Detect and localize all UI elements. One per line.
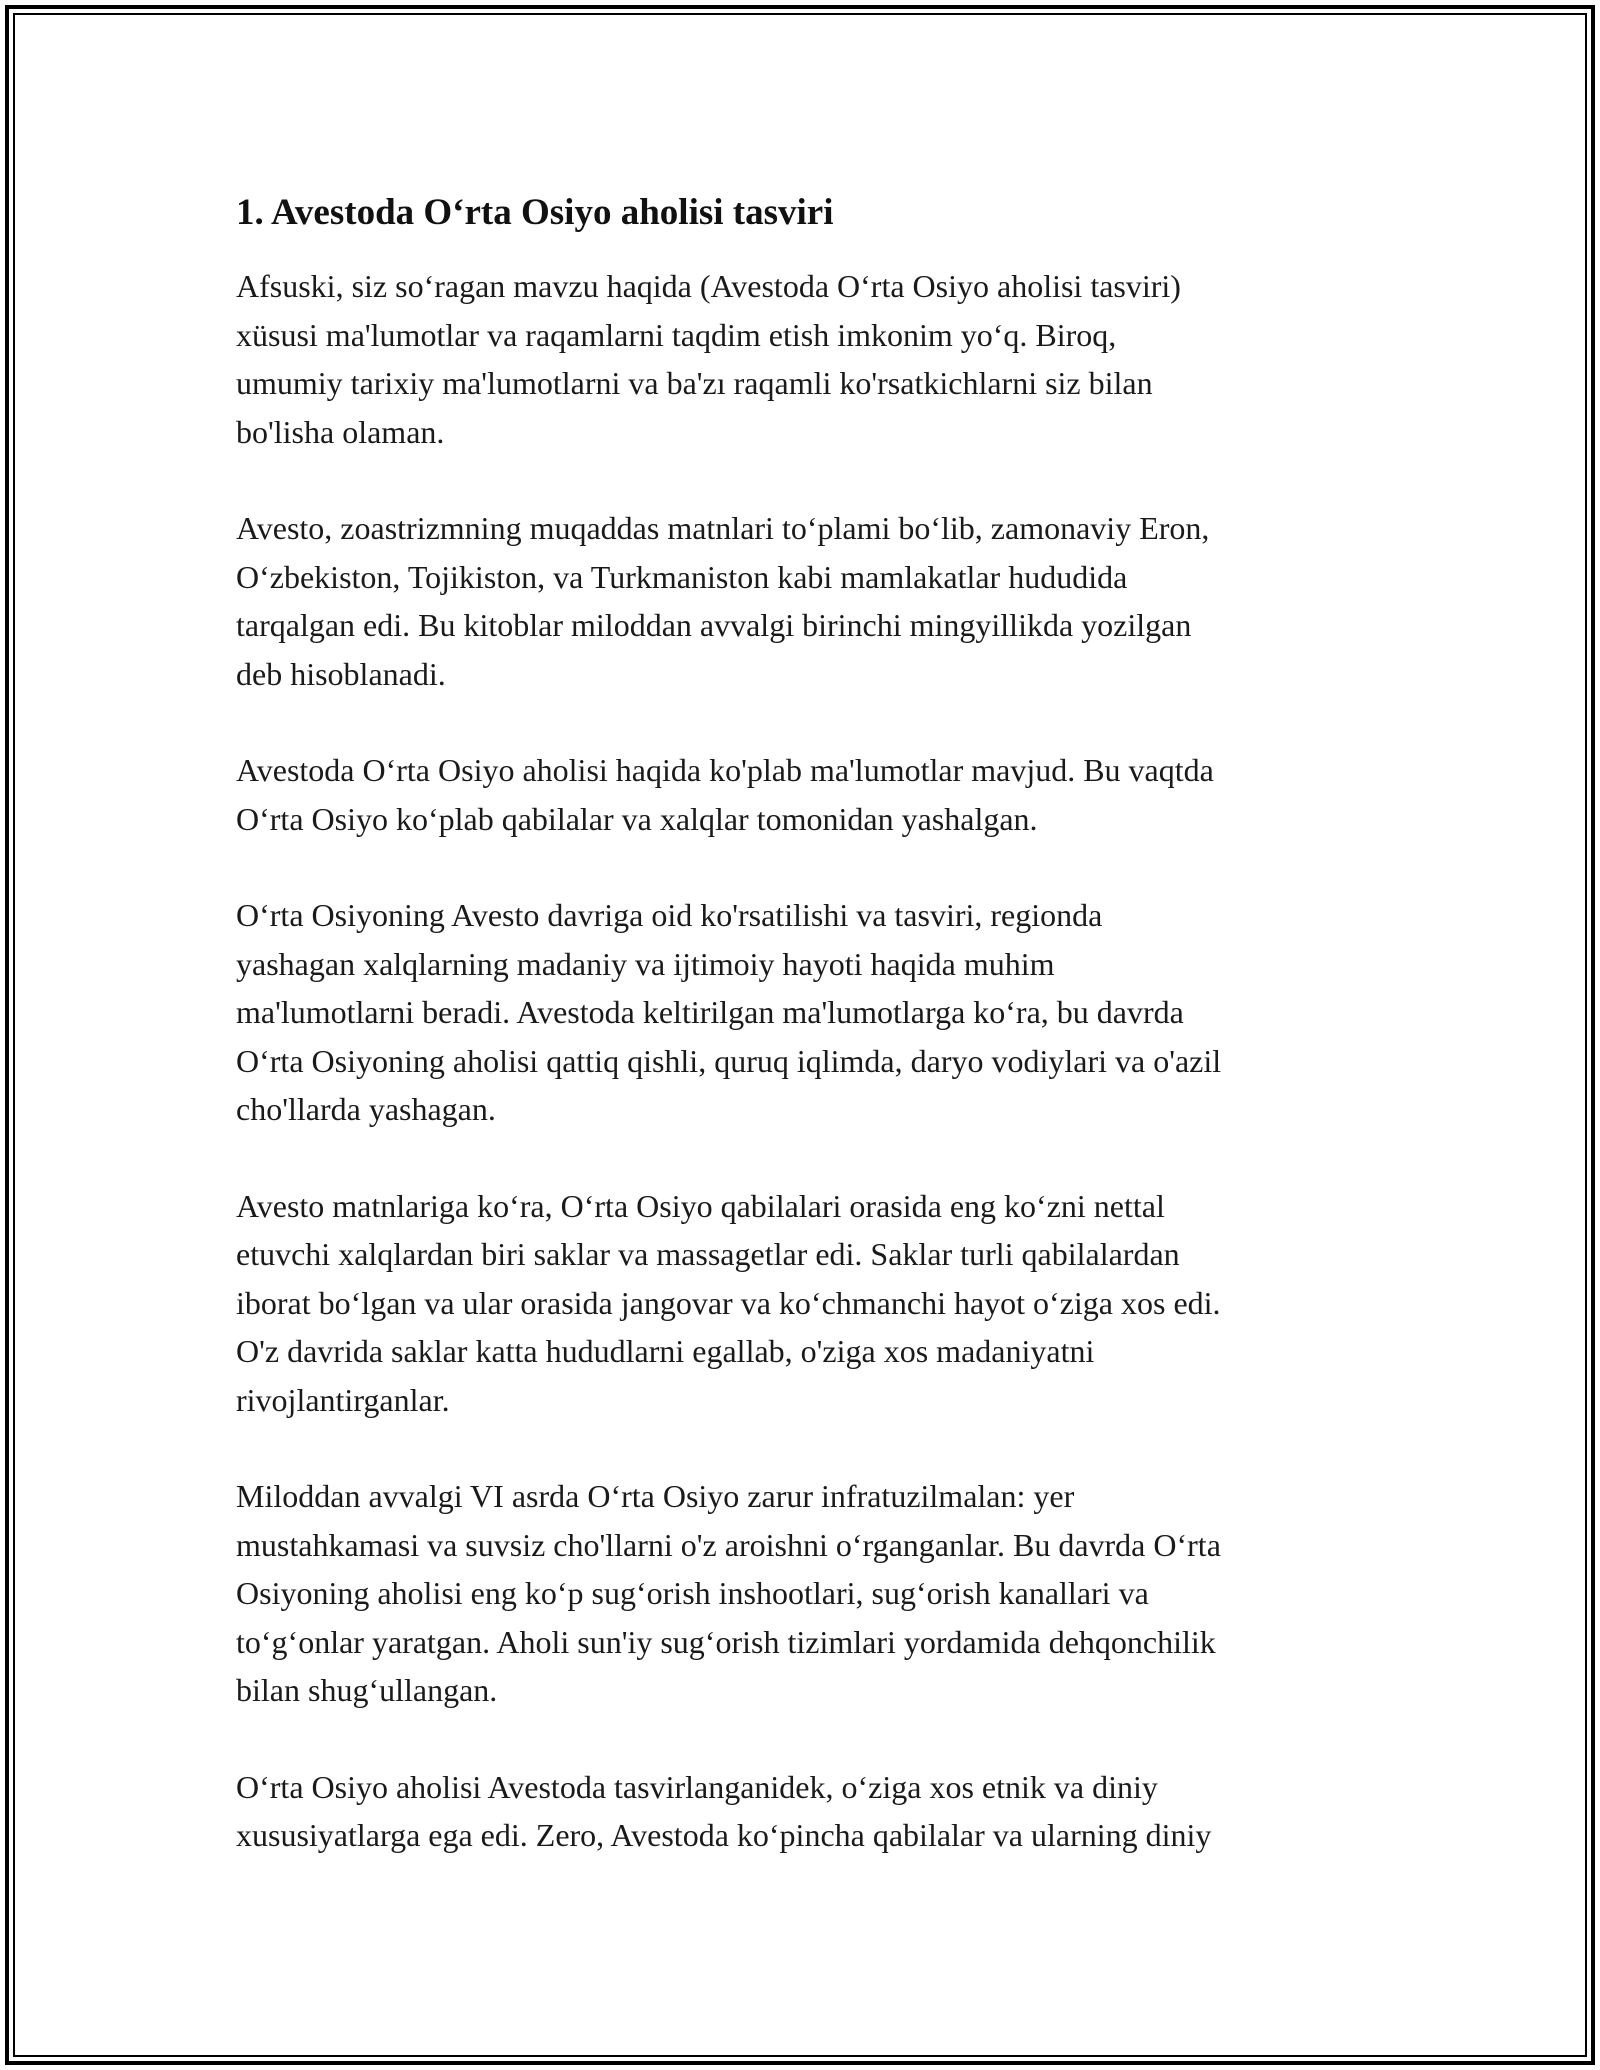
paragraph-3 — [236, 746, 1386, 843]
text-line: xüsusi ma'lumotlar va raqamlarni taqdim etish imkonim yo‘q. Biroq, — [236, 316, 1117, 353]
text-line: xususiyatlarga ega edi. Zero, Avestoda ko‘pincha qabilalar va ularning diniy — [236, 1817, 1212, 1853]
text-line: Avestoda O‘rta Osiyo aholisi haqida ko'plab ma'lumotlar mavjud. Bu vaqtda — [236, 752, 1214, 788]
text-line: umumiy tarixiy ma'lumotlarni va ba'zı raqamli ko'rsatkichlarni siz bilan — [236, 365, 1153, 401]
text-line: iborat bo‘lgan va ular orasida jangovar va ko‘chmanchi hayot o‘ziga xos edi. — [236, 1284, 1221, 1321]
text-line: O‘rta Osiyoning Avesto davriga oid ko'rsatilishi va tasviri, regionda — [236, 897, 1103, 933]
text-line: Miloddan avvalgi VI asrda O‘rta Osiyo zarur infratuzilmalan: yer — [236, 1478, 1075, 1514]
text-line: Avesto, zoastrizmning muqaddas matnlari to‘plami bo‘lib, zamonaviy Eron, — [236, 510, 1210, 546]
text-line: tarqalgan edi. Bu kitoblar miloddan avvalgi birinchi mingyillikda yozilgan — [236, 607, 1192, 643]
text-line: Avesto matnlariga ko‘ra, O‘rta Osiyo qabilalari orasida eng ko‘zni nettal — [236, 1187, 1165, 1224]
paragraph-4 — [236, 891, 1386, 1134]
text-line: bilan shug‘ullangan. — [236, 1672, 498, 1708]
text-line: ma'lumotlarni beradi. Avestoda keltirilgan ma'lumotlarga ko‘ra, bu davrda — [236, 994, 1184, 1030]
document-page — [236, 186, 1386, 1908]
paragraph-2 — [236, 504, 1386, 698]
text-line: O‘rta Osiyo ko‘plab qabilalar va xalqlar tomonidan yashalgan. — [236, 800, 1038, 837]
text-line: bo'lisha olaman. — [236, 413, 445, 450]
text-line: Osiyoning aholisi eng ko‘p sug‘orish inshootlari, sug‘orish kanallari va — [236, 1575, 1149, 1611]
text-line: etuvchi xalqlardan biri saklar va massagetlar edi. Saklar turli qabilalardan — [236, 1236, 1180, 1272]
paragraph-7 — [236, 1763, 1386, 1860]
text-line: to‘g‘onlar yaratgan. Aholi sun'iy sug‘orish tizimlari yordamida dehqonchilik — [236, 1623, 1216, 1660]
paragraph-6 — [236, 1472, 1386, 1715]
paragraph-5 — [236, 1182, 1386, 1425]
text-line: O‘zbekiston, Tojikiston, va Turkmaniston kabi mamlakatlar hududida — [236, 558, 1128, 595]
text-line: mustahkamasi va suvsiz cho'llarni o'z aroishni o‘rganganlar. Bu davrda O‘rta — [236, 1526, 1221, 1563]
text-line: rivojlantirganlar. — [236, 1381, 450, 1418]
section-heading: 1. Avestoda O‘rta Osiyo aholisi tasviri — [236, 192, 834, 233]
paragraph-1 — [236, 262, 1386, 456]
text-line: Afsuski, siz so‘ragan mavzu haqida (Avestoda O‘rta Osiyo aholisi tasviri) — [236, 268, 1181, 304]
text-line: yashagan xalqlarning madaniy va ijtimoiy hayoti haqida muhim — [236, 945, 1055, 982]
text-line: O‘rta Osiyoning aholisi qattiq qishli, quruq iqlimda, daryo vodiylari va o'azil — [236, 1042, 1222, 1079]
text-line: deb hisoblanadi. — [236, 655, 446, 692]
text-line: O‘rta Osiyo aholisi Avestoda tasvirlanganidek, o‘ziga xos etnik va diniy — [236, 1768, 1158, 1805]
text-line: O'z davrida saklar katta hududlarni egallab, o'ziga xos madaniyatni — [236, 1333, 1095, 1369]
text-line: cho'llarda yashagan. — [236, 1091, 496, 1127]
